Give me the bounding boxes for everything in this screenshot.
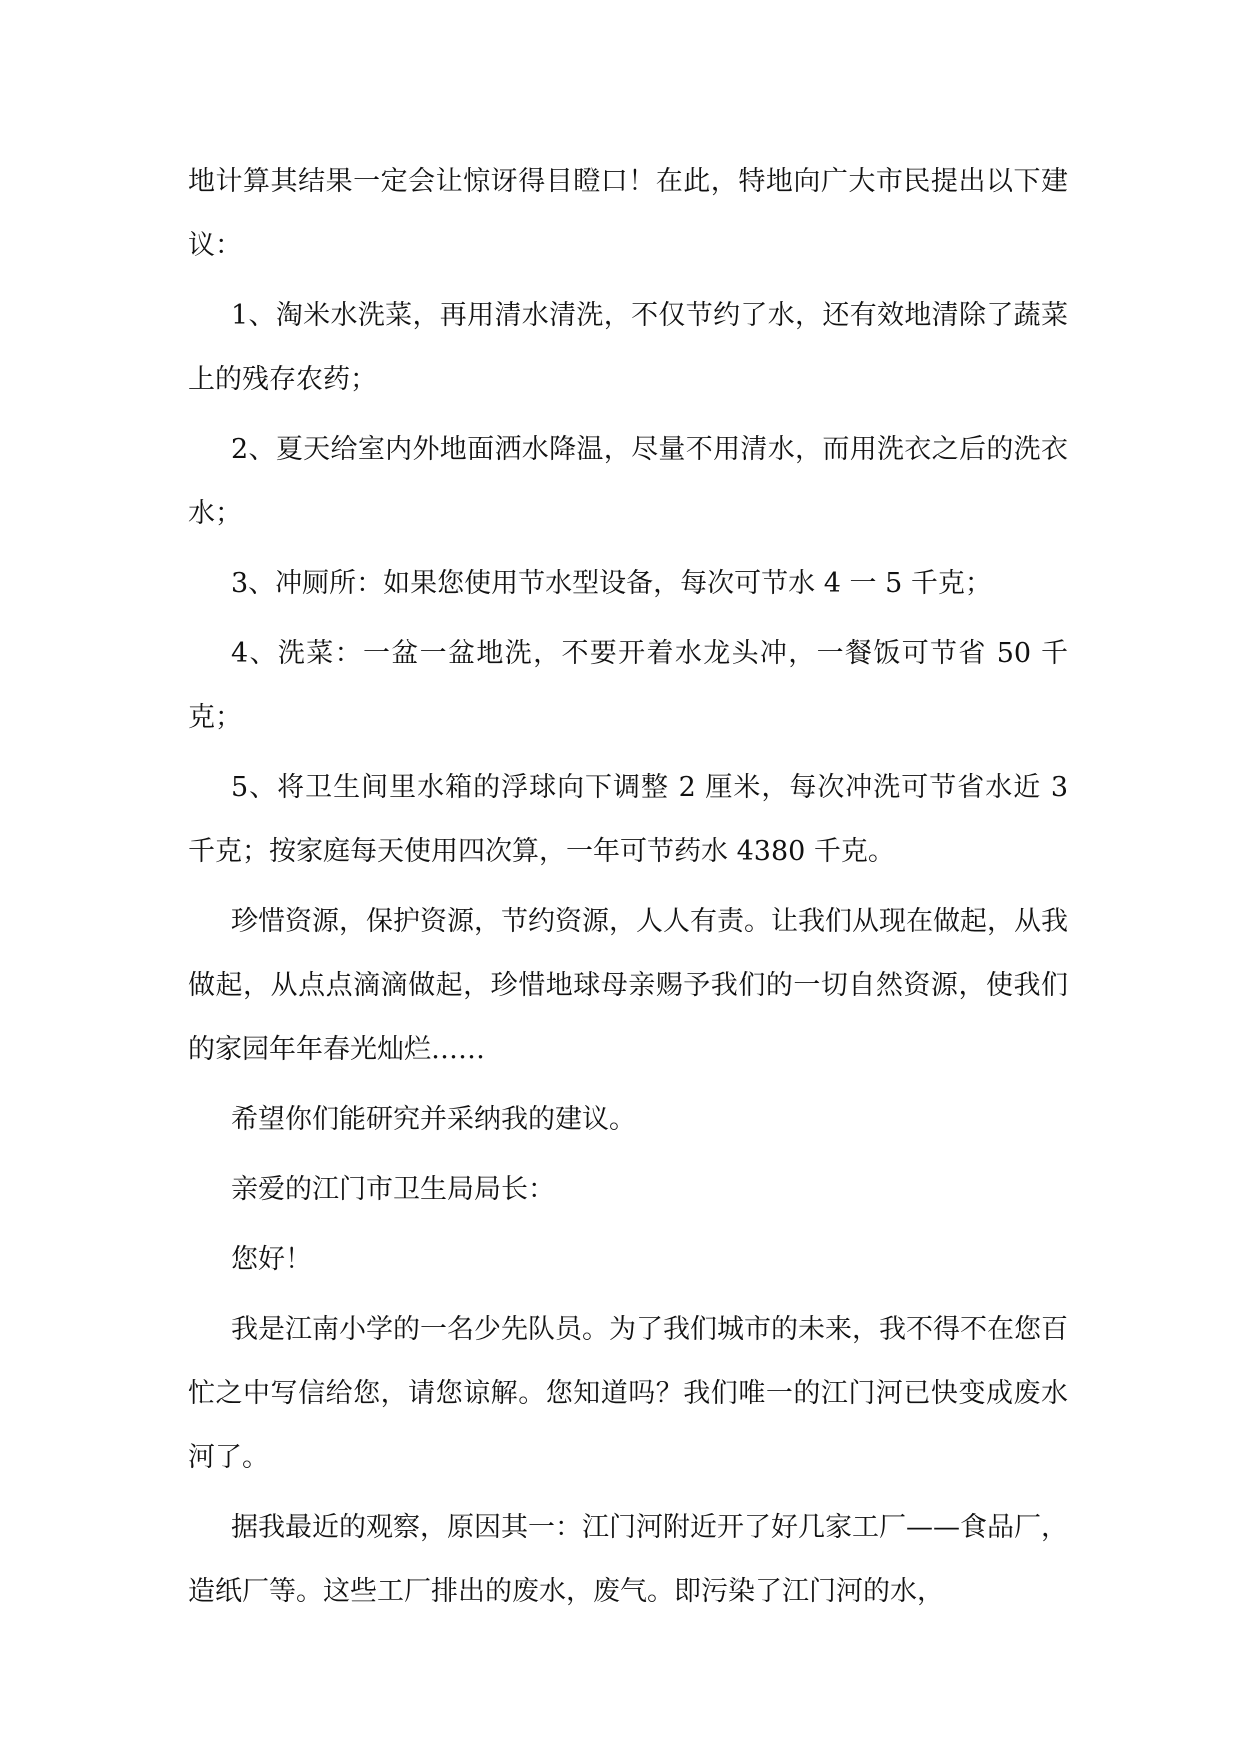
paragraph-7: 珍惜资源，保护资源，节约资源，人人有责。让我们从现在做起，从我做起，从点点滴滴做起，珍惜地球母亲赐予我们的一切自然资源，使我们的家园年年春光灿烂…… <box>188 906 1068 1065</box>
paragraph-6: 5、将卫生间里水箱的浮球向下调整 2 厘米，每次冲洗可节省水近 3 千克；按家庭每天使用四次算，一年可节药水 4380 千克。 <box>188 772 1068 867</box>
paragraph-12: 据我最近的观察，原因其一：江门河附近开了好几家工厂——食品厂，造纸厂等。这些工厂排出的废水，废气。即污染了江门河的水， <box>188 1512 1068 1607</box>
letter-salutation: 亲爱的江门市卫生局局长： <box>231 1174 555 1205</box>
paragraph-5: 4、洗菜：一盆一盆地洗，不要开着水龙头冲，一餐饭可节省 50 千克； <box>188 638 1068 733</box>
paragraph-8: 希望你们能研究并采纳我的建议。 <box>231 1104 636 1135</box>
document-body <box>188 150 1068 1630</box>
paragraph-2: 1、淘米水洗菜，再用清水清洗，不仅节约了水，还有效地清除了蔬菜上的残存农药； <box>188 300 1068 395</box>
letter-greeting: 您好！ <box>231 1244 312 1275</box>
paragraph-3: 2、夏天给室内外地面洒水降温，尽量不用清水，而用洗衣之后的洗衣水； <box>188 434 1068 529</box>
paragraph-1: 地计算其结果一定会让惊讶得目瞪口！在此，特地向广大市民提出以下建议： <box>188 166 1068 261</box>
paragraph-4: 3、冲厕所：如果您使用节水型设备，每次可节水 4 一 5 千克； <box>231 568 992 599</box>
paragraph-11: 我是江南小学的一名少先队员。为了我们城市的未来，我不得不在您百忙之中写信给您，请您谅解。您知道吗？我们唯一的江门河已快变成废水河了。 <box>188 1314 1068 1473</box>
